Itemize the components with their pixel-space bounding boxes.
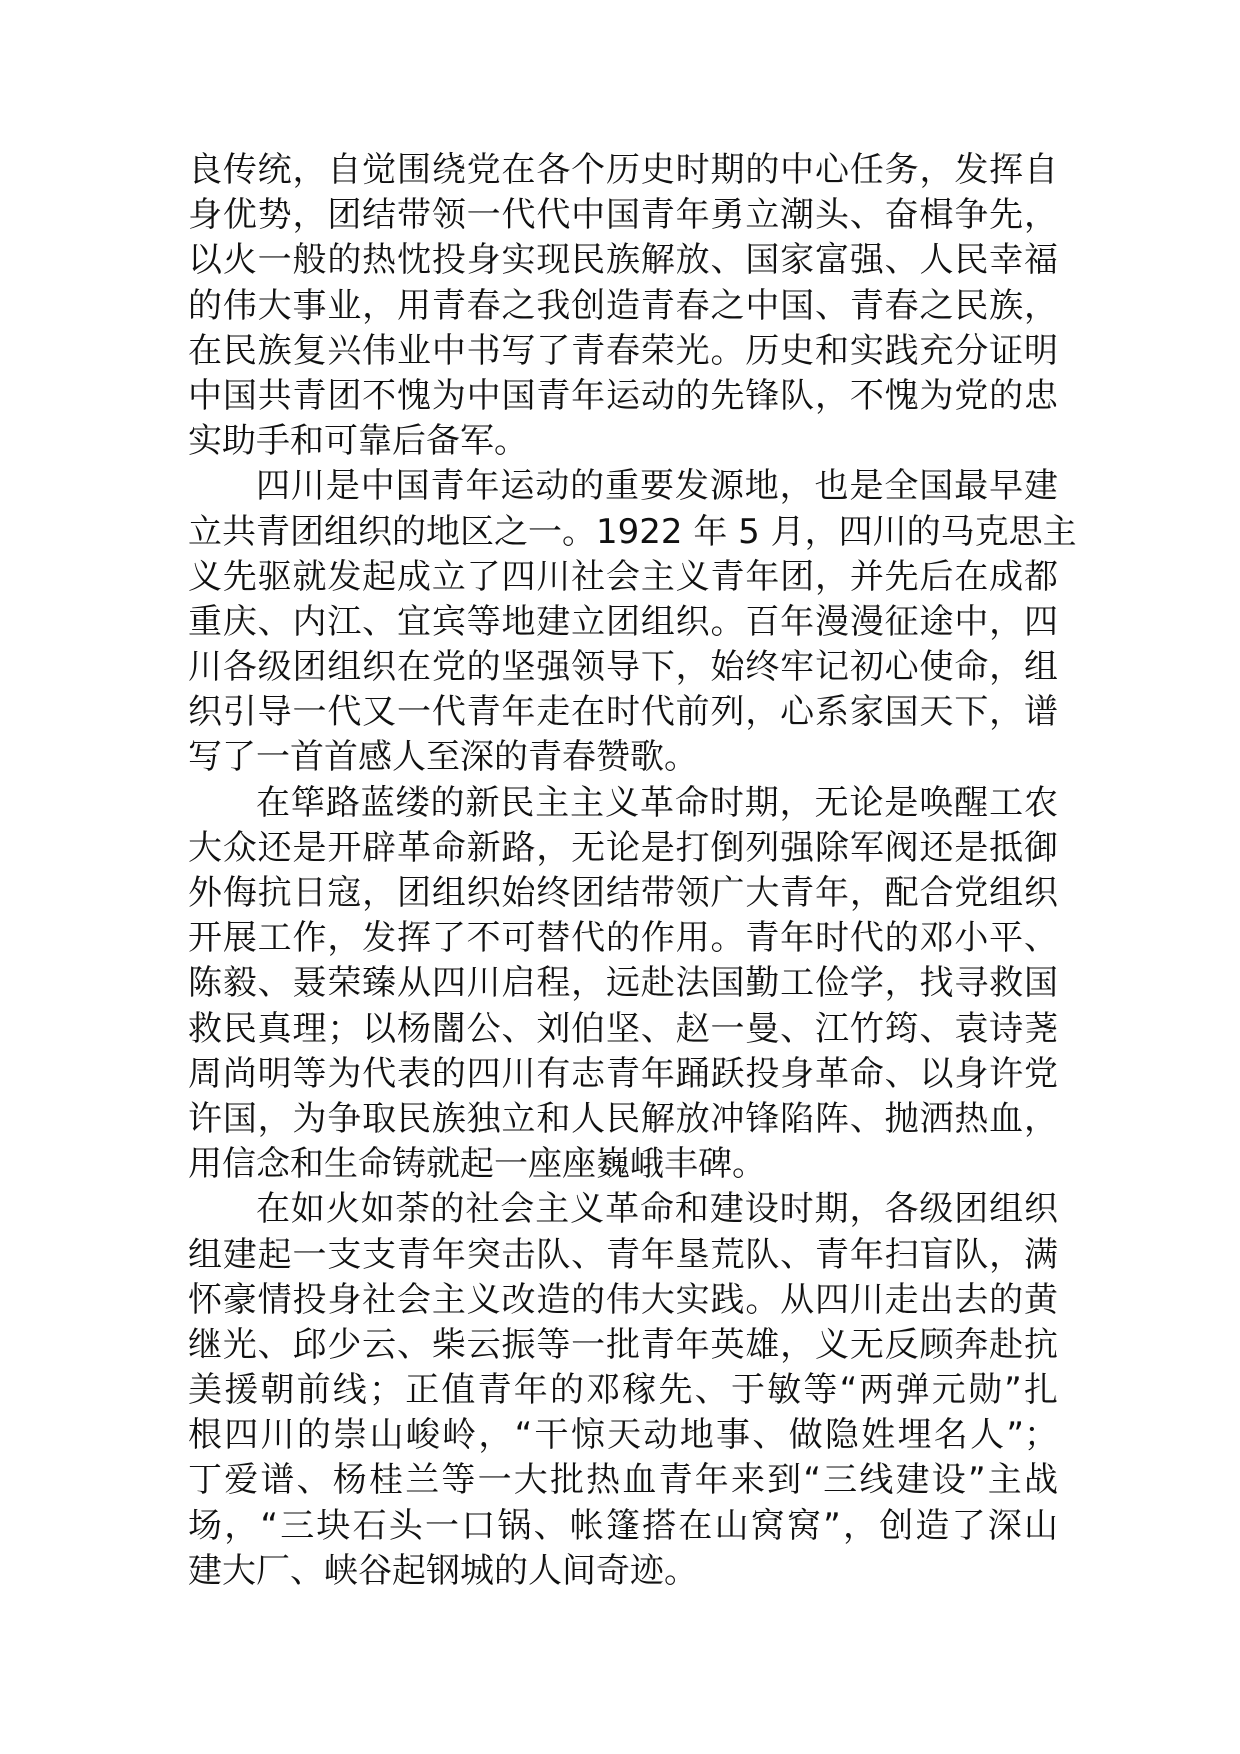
text-line: 外侮抗日寇，团组织始终团结带领广大青年，配合党组织 [188,873,1058,913]
text-line: 的伟大事业，用青春之我创造青春之中国、青春之民族， [188,285,1058,326]
text-line: 中国共青团不愧为中国青年运动的先锋队，不愧为党的忠 [188,375,1058,416]
text-line: 在筚路蓝缕的新民主主义革命时期，无论是唤醒工农 [256,782,1058,823]
text-line: 美援朝前线；正值青年的邓稼先、于敏等“两弹元勋”扎 [188,1370,1058,1411]
paragraph-3 [188,781,1058,1188]
document-page [188,148,1077,1594]
text-line: 织引导一代又一代青年走在时代前列，心系家国天下，谱 [188,692,1058,733]
text-line: 川各级团组织在党的坚强领导下，始终牢记初心使命，组 [188,647,1058,688]
text-line: 组建起一支支青年突击队、青年垦荒队、青年扫盲队，满 [188,1234,1058,1275]
text-line: 在如火如荼的社会主义革命和建设时期，各级团组织 [256,1189,1058,1230]
text-line: 大众还是开辟革命新路，无论是打倒列强除军阀还是抵御 [188,827,1058,868]
text-line: 丁爱谱、杨桂兰等一大批热血青年来到“三线建设”主战 [188,1460,1058,1501]
paragraph-4 [188,1187,1058,1594]
text-line: 救民真理；以杨闇公、刘伯坚、赵一曼、江竹筠、袁诗荛 [188,1008,1058,1049]
text-line: 周尚明等为代表的四川有志青年踊跃投身革命、以身许党 [188,1053,1058,1094]
text-line: 写了一首首感人至深的青春赞歌。 [188,737,698,778]
text-line: 实助手和可靠后备军。 [188,421,528,462]
paragraph-1 [188,148,1058,464]
paragraph-2 [188,464,1077,780]
text-line: 根四川的崇山峻岭，“干惊天动地事、做隐姓埋名人”； [188,1415,1058,1456]
text-line: 用信念和生命铸就起一座座巍峨丰碑。 [188,1144,766,1185]
text-line: 怀豪情投身社会主义改造的伟大实践。从四川走出去的黄 [188,1279,1058,1320]
text-line: 良传统，自觉围绕党在各个历史时期的中心任务，发挥自 [188,150,1058,190]
text-line: 继光、邱少云、柴云振等一批青年英雄，义无反顾奔赴抗 [188,1324,1058,1365]
text-line: 建大厂、峡谷起钢城的人间奇迹。 [188,1550,698,1591]
text-line: 陈毅、聂荣臻从四川启程，远赴法国勤工俭学，找寻救国 [188,963,1058,1004]
text-line: 义先驱就发起成立了四川社会主义青年团，并先后在成都 [188,556,1058,597]
text-line: 开展工作，发挥了不可替代的作用。青年时代的邓小平、 [188,918,1058,959]
text-line: 以火一般的热忱投身实现民族解放、国家富强、人民幸福 [188,240,1058,281]
text-line: 场，“三块石头一口锅、帐篷搭在山窝窝”，创造了深山 [188,1505,1058,1546]
text-line: 立共青团组织的地区之一。1922 年 5 月，四川的马克思主 [188,511,1077,552]
text-line: 在民族复兴伟业中书写了青春荣光。历史和实践充分证明 [188,330,1058,371]
text-line: 重庆、内江、宜宾等地建立团组织。百年漫漫征途中，四 [188,601,1058,642]
text-line: 四川是中国青年运动的重要发源地，也是全国最早建 [256,466,1058,507]
text-line: 身优势，团结带领一代代中国青年勇立潮头、奋楫争先， [188,195,1058,236]
text-line: 许国，为争取民族独立和人民解放冲锋陷阵、抛洒热血， [188,1098,1058,1139]
